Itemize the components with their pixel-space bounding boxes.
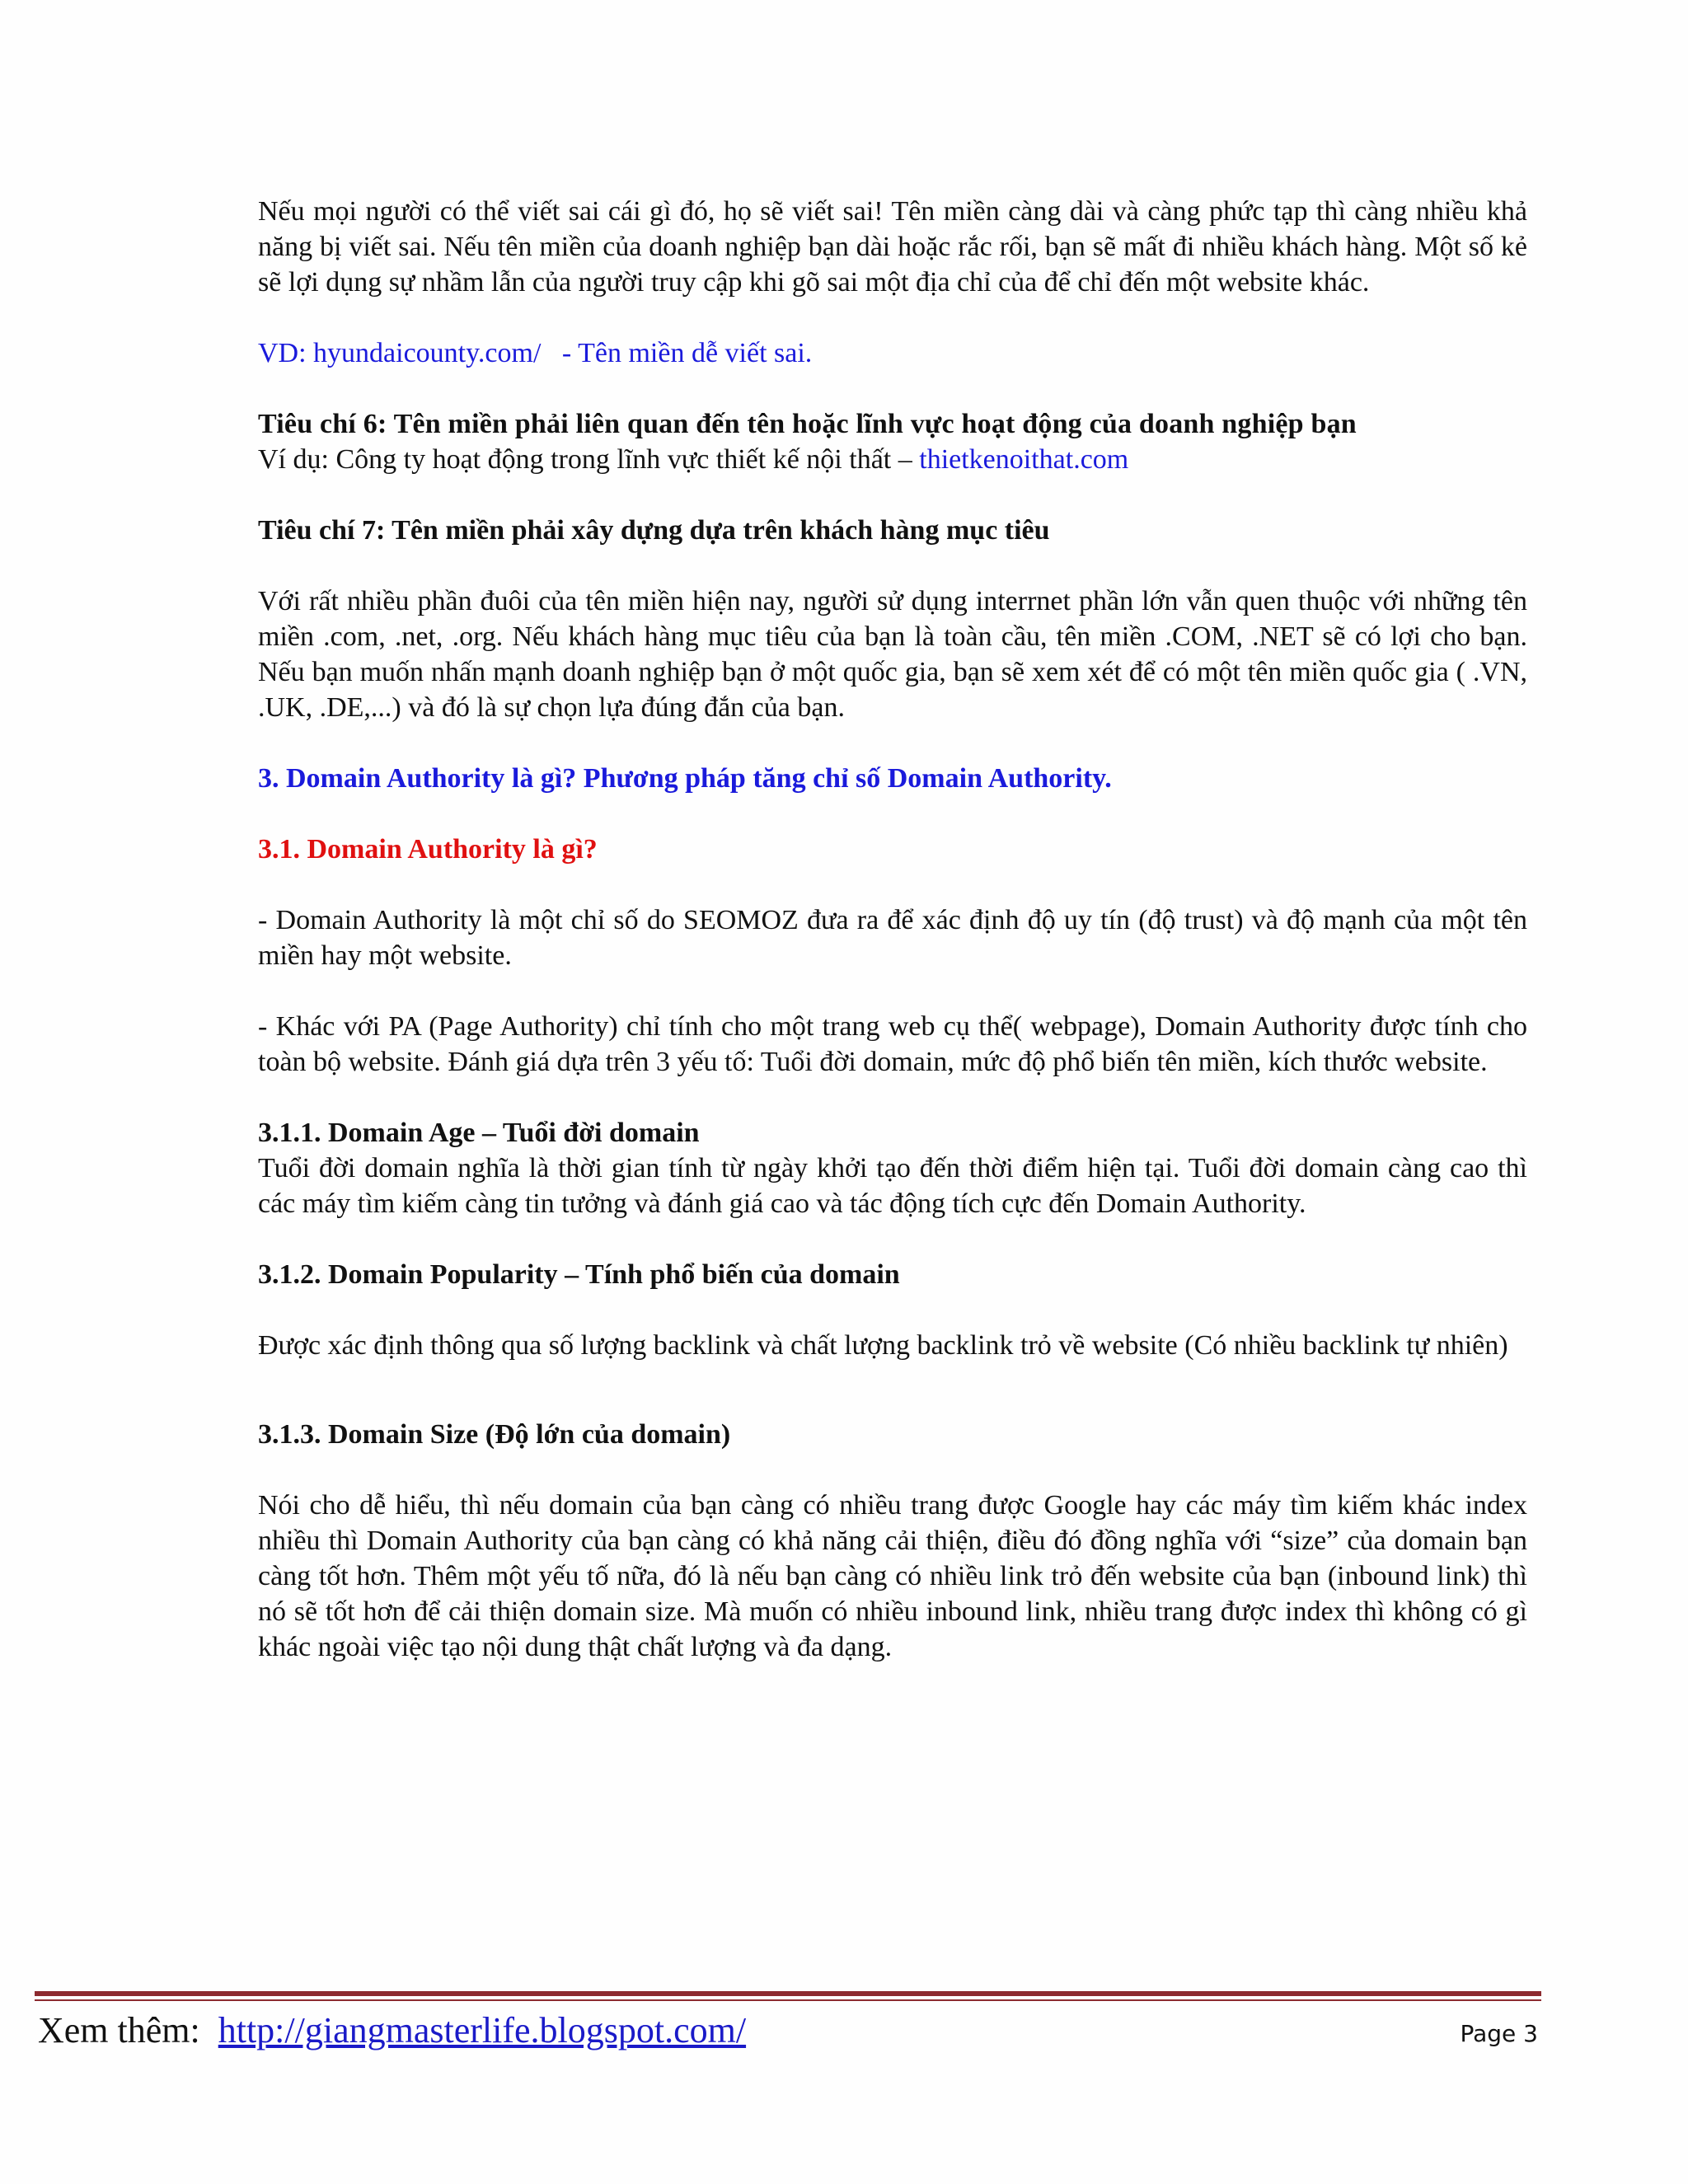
page-content [258,194,1527,1665]
paragraph-target-customers: Với rất nhiều phần đuôi của tên miền hiện nay, người sử dụng interrnet phần lớn vẫn quen thuộc với những tên miền .com, .net, .org. Nếu khách hàng mục tiêu của bạn là toàn cầu, tên miền .COM, .NET sẽ có lợi cho bạn. Nếu bạn muốn nhấn mạnh doanh nghiệp bạn ở một quốc gia, bạn sẽ xem xét để có một tên miền quốc gia ( .VN, .UK, .DE,...) và đó là sự chọn lựa đúng đắn của bạn. [258,586,1527,723]
example-misspelled-domain: VD: hyundaicounty.com/ - Tên miền dễ viết sai. [258,338,813,368]
paragraph-misspelling: Nếu mọi người có thể viết sai cái gì đó, họ sẽ viết sai! Tên miền càng dài và càng phức tạp thì càng nhiều khả năng bị viết sai. Nếu tên miền của doanh nghiệp bạn dài hoặc rắc rối, bạn sẽ mất đi nhiều khách hàng. Một số kẻ sẽ lợi dụng sự nhầm lẫn của người truy cập khi gõ sai một địa chỉ của để chỉ đến một website khác. [258,196,1527,298]
example-domain-link[interactable]: thietkenoithat.com [919,444,1129,475]
paragraph-domain-age: Tuổi đời domain nghĩa là thời gian tính từ ngày khởi tạo đến thời điểm hiện tại. Tuổi đời domain càng cao thì các máy tìm kiếm càng tin tưởng và đánh giá cao và tác động tích cực đến Domain Authority. [258,1153,1527,1219]
section-3-1-3-heading: 3.1.3. Domain Size (Độ lớn của domain) [258,1419,731,1450]
paragraph-domain-popularity: Được xác định thông qua số lượng backlink và chất lượng backlink trỏ về website (Có nhiều backlink tự nhiên) [258,1330,1508,1361]
footer-label: Xem thêm: [38,2010,218,2050]
footer-rule-thick [35,1991,1541,1996]
footer-rule-thin [35,1999,1541,2001]
paragraph-pa-vs-da: - Khác với PA (Page Authority) chỉ tính cho một trang web cụ thể( webpage), Domain Authority được tính cho toàn bộ website. Đánh giá dựa trên 3 yếu tố: Tuổi đời domain, mức độ phổ biến tên miền, kích thước website. [258,1011,1527,1077]
criterion-6-example-text: Ví dụ: Công ty hoạt động trong lĩnh vực thiết kế nội thất – [258,444,920,475]
criterion-6-example [258,442,1527,477]
paragraph-domain-size: Nói cho dễ hiểu, thì nếu domain của bạn càng có nhiều trang được Google hay các máy tìm kiếm khác index nhiều thì Domain Authority của bạn càng có khả năng cải thiện, điều đó đồng nghĩa với “size” của domain bạn càng tốt hơn. Thêm một yếu tố nữa, đó là nếu bạn càng có nhiều link trỏ đến website của bạn (inbound link) thì nó sẽ tốt hơn để cải thiện domain size. Mà muốn có nhiều inbound link, nhiều trang được index thì không có gì khác ngoài việc tạo nội dung thật chất lượng và đa dạng. [258,1490,1527,1662]
criterion-7-heading: Tiêu chí 7: Tên miền phải xây dựng dựa trên khách hàng mục tiêu [258,515,1050,546]
section-3-1-2-heading: 3.1.2. Domain Popularity – Tính phổ biến của domain [258,1259,900,1290]
section-3-1-heading: 3.1. Domain Authority là gì? [258,834,598,865]
criterion-6-heading: Tiêu chí 6: Tên miền phải liên quan đến tên hoặc lĩnh vực hoạt động của doanh nghiệp bạn [258,409,1357,439]
page-number: Page 3 [1460,2020,1538,2047]
section-3-heading: 3. Domain Authority là gì? Phương pháp tăng chỉ số Domain Authority. [258,763,1112,794]
footer-blog-link[interactable]: http://giangmasterlife.blogspot.com/ [218,2010,747,2050]
section-3-1-1-heading: 3.1.1. Domain Age – Tuổi đời domain [258,1118,700,1148]
footer-see-more [38,2008,746,2054]
paragraph-domain-authority-definition: - Domain Authority là một chỉ số do SEOMOZ đưa ra để xác định độ uy tín (độ trust) và độ mạnh của một tên miền hay một website. [258,905,1527,971]
